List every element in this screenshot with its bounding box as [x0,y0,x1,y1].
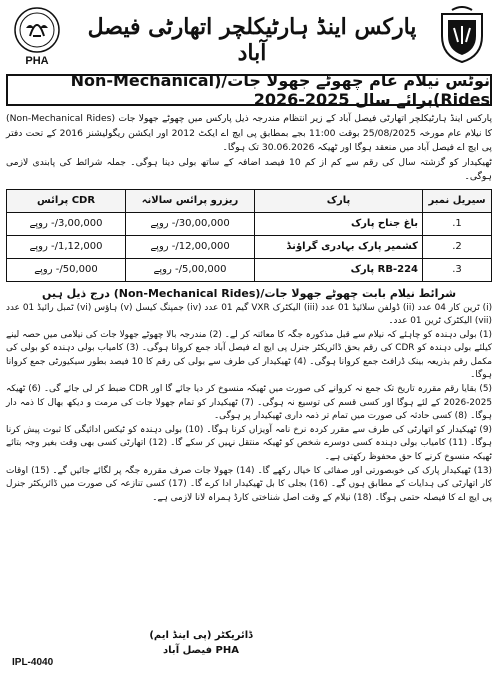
intro-text [6,112,492,185]
table-row [7,235,492,258]
ipl-code: IPL-4040 [12,657,54,668]
cell-cdr: 1,12,000/- روپے [7,235,126,258]
footer [6,624,492,676]
col-park: پارک [255,189,423,212]
col-reserve: ریزرو پرائس سالانہ [126,189,255,212]
cell-serial: 1. [423,212,492,235]
table-row [7,258,492,281]
cell-cdr: 3,00,000/- روپے [7,212,126,235]
signature-block [126,628,276,658]
page-title: پارکس اینڈ ہارٹیکلچر اتھارٹی فیصل آباد [87,14,417,66]
terms-paragraph: (13) ٹھیکیدار پارک کی خوبصورتی اور صفائی کا خیال رکھے گا۔ (14) جھولا جات صرف مقررہ جگہ پر لگائے جائیں گے۔ (15) اوقات کار اتھارٹی کی ہدایات کے مطابق ہوں گے۔ (16) بجلی کا بل ٹھیکیدار ادا کرے گا۔ (17) کسی تنازعہ کی صورت میں ڈائریکٹر جنرل پی ایچ اے کا فیصلہ حتمی ہوگا۔ (18) نیلام کے وقت اصل شناختی کارڈ ہمراہ لانا لازمی ہے۔ [6,465,492,503]
terms-paragraph: (i) ٹرین کار 04 عدد (ii) ڈولفن سلائیڈ 01 عدد (iii) الیکٹرک VXR گیم 01 عدد (iv) جمپنگ کیسل (v) ہاؤس (vi) ٹمبل رائیڈ 01 عدد (vii) الیکٹرک ٹرین 01 عدد۔ [6,302,493,327]
intro-line: ٹھیکیدار کو گزشتہ سال کی رقم سے کم از کم 10 فیصد اضافہ کے ساتھ بولی دینا ہوگی۔ جملہ شرائط کی پابندی لازمی ہوگی۔ [6,156,492,182]
signature-org: PHA فیصل آباد [163,645,239,656]
notice-title: نوٹس نیلام عام چھوٹے جھولا جات/(Non-Mechanical Rides)برائے سال 2025-2026 [6,74,492,106]
intro-line: پارکس اینڈ ہارٹیکلچر اتھارٹی فیصل آباد کے زیر انتظام مندرجہ ذیل پارکس میں چھوٹے جھولا جات (Non-Mechanical Rides) کا نیلام عام مورخہ 25/08/2025 بوقت 11:00 بجے بمطابق پی ایچ اے ایکٹ 2012 اور ایکشن ریگولیشنز 2016 کے تحت دفتر پی ایچ اے فیصل آباد میں منعقد ہوگا اور ٹھیکہ 30.06.2026 تک ہوگا۔ [6,113,493,153]
cell-reserve: 30,00,000/- روپے [126,212,255,235]
terms-title: شرائط نیلام بابت چھوٹے جھولا جات/(Non-Mechanical Rides) درج ذیل ہیں [41,286,457,300]
cell-park: 224-RB پارک [255,258,423,281]
cell-serial: 3. [423,258,492,281]
svg-text:PHA: PHA [25,55,49,67]
terms-paragraph: (5) بقایا رقم مقررہ تاریخ تک جمع نہ کروانے کی صورت میں ٹھیکہ منسوخ کر دیا جائے گا اور CDR ضبط کر لی جائے گی۔ (6) ٹھیکہ 2025-2026 کے لئے ہوگا اور کسی قسم کی توسیع نہ ہوگی۔ (7) ٹھیکیدار کو تمام جھولا جات کی مرمت و دیکھ بھال کا ذمہ دار ہوگا۔ (8) کسی حادثہ کی صورت میں تمام تر ذمہ داری ٹھیکیدار پر ہوگی۔ [6,384,493,422]
cell-park: کشمیر پارک بہادری گراؤنڈ [255,235,423,258]
cell-reserve: 5,00,000/- روپے [126,258,255,281]
cell-park: باغ جناح پارک [255,212,423,235]
header [6,4,492,74]
table-row [7,212,492,235]
terms-paragraph: (9) ٹھیکیدار کو اتھارٹی کی طرف سے مقرر کردہ نرخ نامہ آویزاں کرنا ہوگا۔ (10) بولی دہندہ کو ٹیکس ادائیگی کا ثبوت پیش کرنا ہوگا۔ (11) کامیاب بولی دہندہ کسی دوسرے شخص کو ٹھیکہ منتقل نہیں کر سکے گا۔ (12) اتھارٹی کسی بھی وقت بغیر وجہ بتائے ٹھیکہ منسوخ کرنے کا حق محفوظ رکھتی ہے۔ [6,424,492,463]
pha-logo [8,4,66,70]
rides-table [6,189,492,282]
table-header-row [7,189,492,212]
col-serial: سیریل نمبر [423,189,492,212]
cell-serial: 2. [423,235,492,258]
terms-paragraph: (1) بولی دہندہ کو چاہئے کہ نیلام سے قبل مذکورہ جگہ کا معائنہ کر لے۔ (2) مندرجہ بالا چھوٹے جھولا جات کی نیلامی میں حصہ لینے کیلئے بولی دہندہ کو CDR کی رقم بحق ڈائریکٹر جنرل پی ایچ اے فیصل آباد جمع کروانا ہوگی۔ (3) کامیاب بولی دہندہ کو بولی کی مکمل رقم بذریعہ بینک ڈرافٹ جمع کروانا ہوگی۔ (4) ٹھیکیدار کی طرف سے بولی کی رقم کا 10 فیصد بطور سیکیورٹی جمع کروانا ہوگا۔ [6,329,493,381]
signature-title: ڈائریکٹر (پی اینڈ ایم) [149,630,253,641]
terms-body [6,302,492,506]
cell-reserve: 12,00,000/- روپے [126,235,255,258]
punjab-emblem-icon [434,6,490,66]
cell-cdr: 50,000/- روپے [7,258,126,281]
col-cdr: CDR پرائس [7,189,126,212]
notice-page [6,4,492,676]
